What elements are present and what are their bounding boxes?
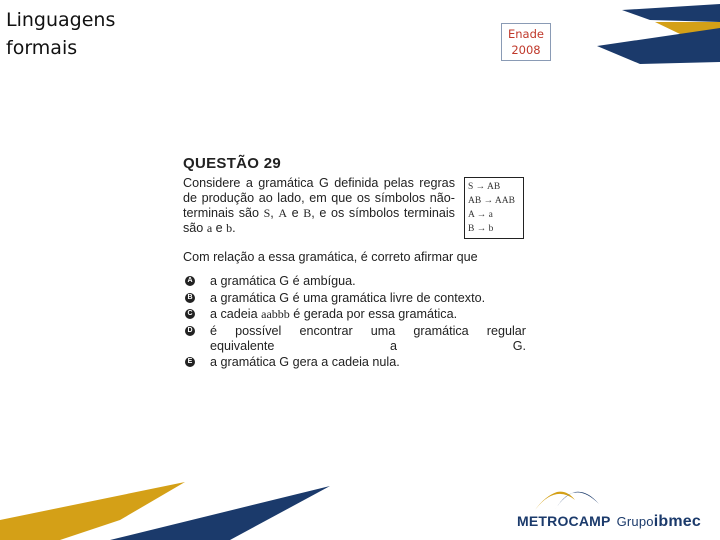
option-text-a: a gramática G é ambígua. xyxy=(210,274,356,288)
option-letter-a: A xyxy=(185,276,195,286)
option-text-c xyxy=(210,307,526,322)
question-prompt: Com relação a essa gramática, é correto afirmar que xyxy=(183,250,478,264)
option-letter-c: C xyxy=(185,309,195,319)
question-body-text-2: , e os símbolos terminais são xyxy=(183,206,455,235)
exam-badge xyxy=(501,23,551,61)
badge-year: 2008 xyxy=(511,43,541,57)
production-rule: B → b xyxy=(468,224,494,234)
nonterminal-a: A xyxy=(278,206,288,220)
option-c-post: é gerada por essa gramática. xyxy=(289,307,458,321)
option-text-b: a gramática G é uma gramática livre de contexto. xyxy=(210,290,486,305)
nonterminal-s: S xyxy=(263,206,271,220)
option-d xyxy=(183,324,528,354)
production-rule: S → AB xyxy=(468,182,501,192)
terminal-a: a xyxy=(206,221,213,235)
separator-comma: , xyxy=(270,206,279,220)
option-e xyxy=(183,355,528,370)
option-c-string: aabbb xyxy=(261,307,290,321)
conjunction-e-2: e xyxy=(212,221,227,235)
slide-title xyxy=(6,6,115,62)
option-a xyxy=(183,274,528,289)
option-d-line1: é possível encontrar uma gramática regular xyxy=(210,323,526,338)
logo-metrocamp: METROCAMP xyxy=(517,513,611,529)
question-body xyxy=(183,176,455,236)
option-c xyxy=(183,307,528,322)
option-d-line2: equivalente a G. xyxy=(210,338,526,353)
logo-arc-icon xyxy=(527,480,607,512)
top-navy-stripe xyxy=(622,4,720,22)
production-rule: AB → AAB xyxy=(468,196,515,206)
slide-title-line2: formais xyxy=(6,37,78,59)
slide-title-line1: Linguagens xyxy=(6,9,116,31)
option-letter-e: E xyxy=(185,357,195,367)
metrocamp-ibmec-logo xyxy=(517,480,707,535)
conjunction-e-1: e xyxy=(287,206,304,220)
option-text-d xyxy=(210,324,526,354)
option-text-e: a gramática G gera a cadeia nula. xyxy=(210,355,400,369)
production-rules-box xyxy=(464,177,524,239)
nonterminal-b: B xyxy=(303,206,312,220)
option-c-pre: a cadeia xyxy=(210,307,262,321)
top-navy-wedge xyxy=(597,28,720,64)
question-title: QUESTÃO 29 xyxy=(183,155,282,172)
terminal-b: b xyxy=(226,221,233,235)
question-body-end: . xyxy=(232,221,236,235)
question-body-text-1: Considere a gramática G definida pelas regras de produção ao lado, em que os símbolos não-terminais são xyxy=(183,176,455,220)
logo-ibmec: ibmec xyxy=(653,513,701,530)
logo-text xyxy=(517,513,701,531)
option-b xyxy=(183,291,528,306)
production-rule: A → a xyxy=(468,210,493,220)
badge-exam-name: Enade xyxy=(508,27,544,41)
option-letter-d: D xyxy=(185,326,195,336)
answer-options xyxy=(183,274,528,370)
option-letter-b: B xyxy=(185,293,195,303)
question-image xyxy=(183,155,528,372)
logo-grupo: Grupo xyxy=(616,514,654,529)
